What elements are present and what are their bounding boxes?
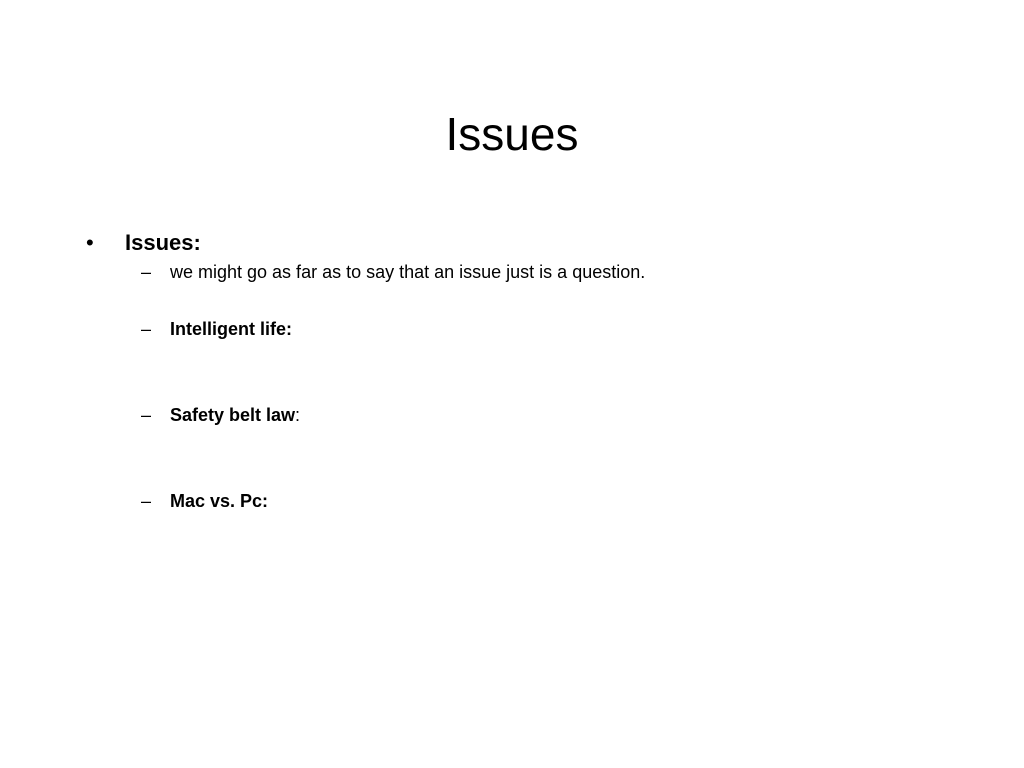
sub-item-bold-text: Safety belt law xyxy=(170,405,296,425)
sub-item-text: we might go as far as to say that an issue just is a question. xyxy=(170,262,646,282)
bullet-marker: • xyxy=(86,230,94,255)
sub-item-bold-text: Mac vs. Pc: xyxy=(170,491,269,511)
sub-item xyxy=(170,318,292,340)
sub-item xyxy=(170,490,268,512)
slide-title: Issues xyxy=(445,108,579,160)
main-bullet-label: Issues: xyxy=(125,230,201,255)
sub-item-text: : xyxy=(295,405,301,425)
sub-item xyxy=(170,261,645,283)
sub-bullet-marker: – xyxy=(141,491,152,511)
sub-bullet-marker: – xyxy=(141,262,152,282)
sub-item-bold-text: Intelligent life: xyxy=(170,319,293,339)
sub-item xyxy=(170,404,300,426)
sub-bullet-marker: – xyxy=(141,319,152,339)
sub-bullet-marker: – xyxy=(141,405,152,425)
